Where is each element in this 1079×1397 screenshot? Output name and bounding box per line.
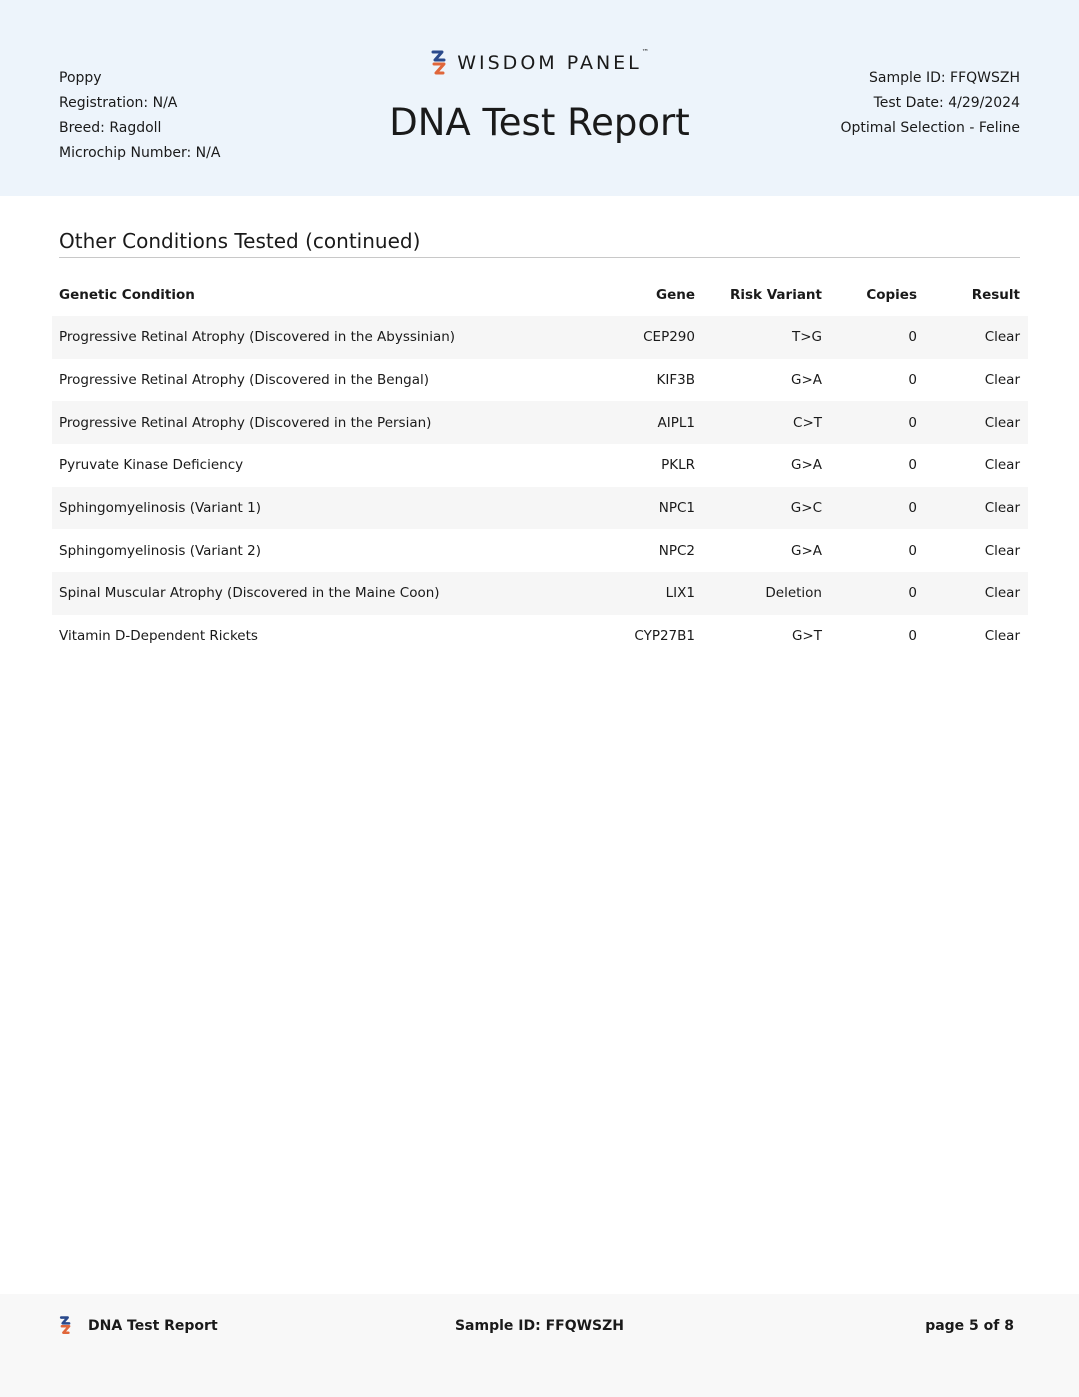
- report-title: DNA Test Report: [389, 101, 690, 144]
- cell-condition: Sphingomyelinosis (Variant 1): [59, 500, 261, 517]
- table-row: [52, 316, 1028, 359]
- cell-variant: G>A: [790, 542, 822, 559]
- cell-copies: 0: [908, 585, 917, 602]
- pet-breed: Breed: Ragdoll: [59, 120, 162, 136]
- cell-result: Clear: [984, 500, 1020, 517]
- cell-variant: G>A: [790, 372, 822, 389]
- report-header: [0, 0, 1079, 196]
- cell-variant: G>C: [790, 500, 822, 517]
- cell-variant: Deletion: [765, 585, 822, 602]
- header-gene: Gene: [655, 287, 695, 303]
- cell-condition: Progressive Retinal Atrophy (Discovered in the Abyssinian): [59, 329, 456, 346]
- cell-copies: 0: [908, 372, 917, 389]
- cell-result: Clear: [984, 585, 1020, 602]
- cell-result: Clear: [984, 628, 1020, 645]
- footer-sample-id: Sample ID: FFQWSZH: [454, 1318, 625, 1334]
- cell-copies: 0: [908, 500, 917, 517]
- pet-name: Poppy: [59, 70, 102, 86]
- cell-copies: 0: [908, 542, 917, 559]
- conditions-table: [52, 274, 1028, 658]
- cell-variant: G>T: [791, 628, 822, 645]
- header-variant: Risk Variant: [729, 287, 822, 303]
- table-header-row: [52, 274, 1028, 316]
- cell-result: Clear: [984, 372, 1020, 389]
- cell-condition: Vitamin D-Dependent Rickets: [59, 628, 258, 645]
- section-divider: [59, 257, 1020, 258]
- pet-registration: Registration: N/A: [59, 95, 178, 111]
- product-name: Optimal Selection - Feline: [840, 120, 1020, 136]
- report-footer: [0, 1294, 1079, 1397]
- cell-variant: T>G: [791, 329, 822, 346]
- cell-gene: CYP27B1: [634, 628, 695, 645]
- header-copies: Copies: [866, 287, 917, 303]
- table-row: [52, 487, 1028, 530]
- header-result: Result: [971, 287, 1020, 303]
- cell-result: Clear: [984, 457, 1020, 474]
- table-row: [52, 572, 1028, 615]
- cell-gene: PKLR: [661, 457, 695, 474]
- wisdom-panel-logo-icon: [430, 50, 448, 76]
- table-body: [52, 316, 1028, 658]
- footer-title: DNA Test Report: [88, 1317, 218, 1334]
- sample-id: Sample ID: FFQWSZH: [869, 70, 1020, 86]
- cell-condition: Spinal Muscular Atrophy (Discovered in the Maine Coon): [59, 585, 440, 602]
- cell-gene: KIF3B: [656, 372, 695, 389]
- table-row: [52, 615, 1028, 658]
- section-title: Other Conditions Tested (continued): [59, 229, 421, 253]
- cell-copies: 0: [908, 329, 917, 346]
- cell-condition: Pyruvate Kinase Deficiency: [59, 457, 244, 474]
- sample-info: [841, 66, 1020, 141]
- table-row: [52, 444, 1028, 487]
- cell-result: Clear: [984, 414, 1020, 431]
- cell-gene: NPC1: [658, 500, 695, 517]
- cell-gene: NPC2: [658, 542, 695, 559]
- cell-condition: Sphingomyelinosis (Variant 2): [59, 542, 261, 559]
- cell-variant: C>T: [793, 414, 822, 431]
- cell-condition: Progressive Retinal Atrophy (Discovered in the Bengal): [59, 372, 430, 389]
- brand-name: WISDOM PANEL™: [457, 48, 649, 74]
- page-number: page 5 of 8: [925, 1318, 1014, 1334]
- cell-gene: AIPL1: [657, 414, 695, 431]
- test-date: Test Date: 4/29/2024: [873, 95, 1020, 111]
- cell-gene: LIX1: [665, 585, 695, 602]
- cell-variant: G>A: [790, 457, 822, 474]
- table-row: [52, 401, 1028, 444]
- cell-gene: CEP290: [643, 329, 695, 346]
- cell-copies: 0: [908, 457, 917, 474]
- cell-result: Clear: [984, 329, 1020, 346]
- cell-copies: 0: [908, 628, 917, 645]
- table-row: [52, 359, 1028, 402]
- pet-microchip: Microchip Number: N/A: [59, 145, 221, 161]
- table-row: [52, 529, 1028, 572]
- cell-result: Clear: [984, 542, 1020, 559]
- cell-condition: Progressive Retinal Atrophy (Discovered in the Persian): [59, 414, 432, 431]
- header-condition: Genetic Condition: [59, 287, 195, 303]
- brand-trademark: ™: [641, 48, 649, 56]
- cell-copies: 0: [908, 414, 917, 431]
